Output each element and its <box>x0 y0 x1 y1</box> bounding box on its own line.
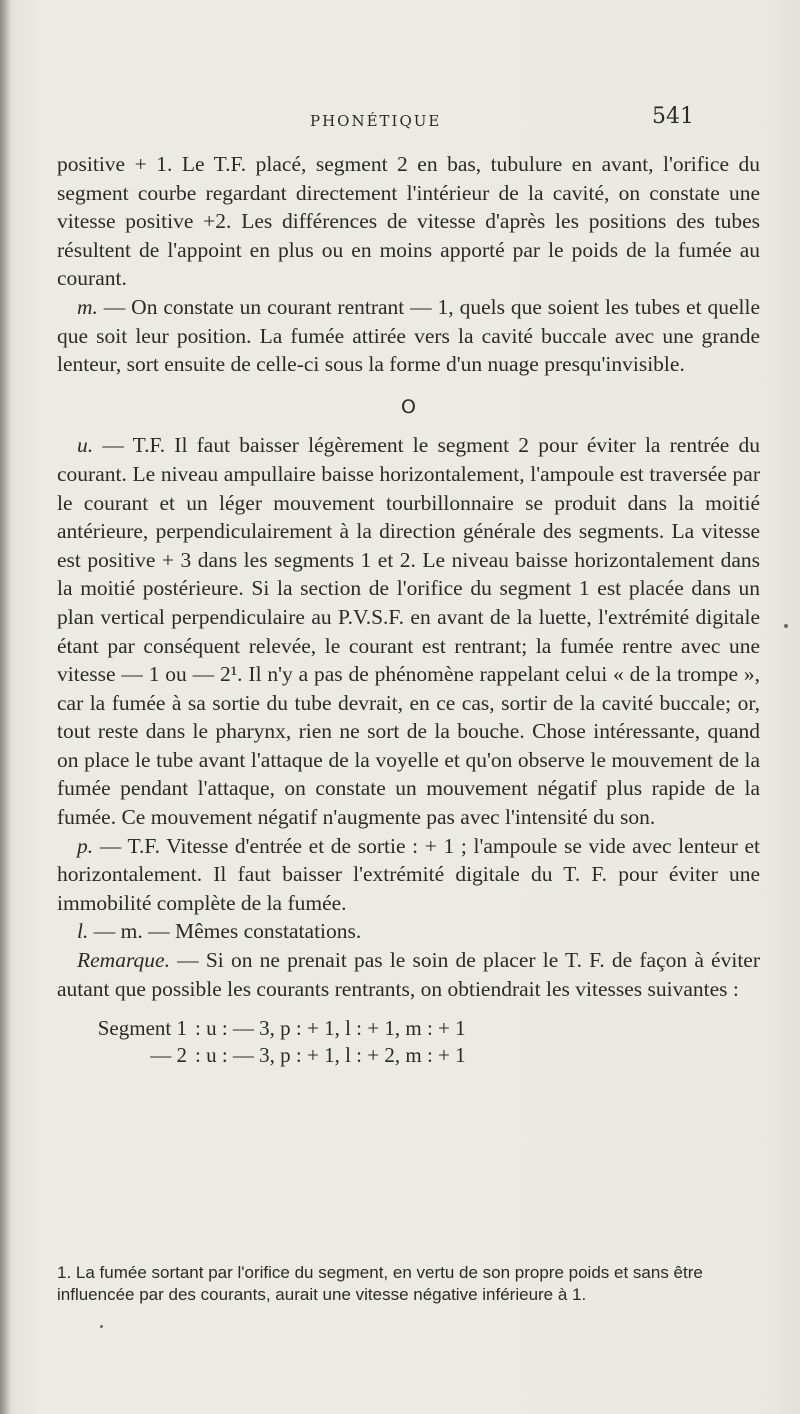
results-row <box>57 1015 760 1042</box>
paragraph-u <box>57 431 760 831</box>
paragraph-remark-text: — Si on ne prenait pas le soin de placer le T. F. de façon à éviter autant que possible les courants rentrants, on obtiendrait les vitesses suivantes : <box>57 948 760 1001</box>
page-number: 541 <box>652 104 694 129</box>
results-row-lead: — 2 <box>150 1043 187 1068</box>
paragraph-remark-label: Remarque. <box>77 948 170 973</box>
paragraph-m-text: — On constate un courant rentrant — 1, quels que soient les tubes et quelle que soit leur position. La fumée attirée vers la cavité buccale avec une grande lenteur, sort ensuite de celle-ci sous la forme d'un nuage presqu'invisible. <box>57 294 760 377</box>
paragraph-m <box>57 293 760 379</box>
page-edge-shadow <box>0 0 10 1414</box>
paragraph-l-label: l. <box>77 919 89 944</box>
paragraph-p <box>57 832 760 918</box>
results-row-lead: Segment 1 <box>97 1016 187 1041</box>
paragraph-remark <box>57 946 760 1003</box>
results-row <box>57 1042 760 1069</box>
results-row-values: : u : — 3, p : + 1, l : + 2, m : + 1 <box>195 1043 466 1068</box>
paragraph-m-label: m. <box>77 294 98 319</box>
footnote: 1. La fumée sortant par l'orifice du segment, en vertu de son propre poids et sans être influencée par des courants, aurait une vitesse négative inférieure à 1. <box>57 1263 703 1304</box>
results-row-values: : u : — 3, p : + 1, l : + 1, m : + 1 <box>195 1016 466 1041</box>
paragraph-l-text: — m. — Mêmes constatations. <box>93 919 362 944</box>
paragraph-u-label: u. <box>77 433 94 458</box>
running-title: PHONÉTIQUE <box>310 112 442 130</box>
paper-speck <box>100 1325 103 1328</box>
paragraph-l <box>57 917 760 946</box>
paragraph-intro: positive + 1. Le T.F. placé, segment 2 en bas, tubulure en avant, l'orifice du segment courbe regardant directement l'intérieur de la cavité, on constate une vitesse positive +2. Les différences de vitesse d'après les positions des tubes résultent de l'appoint en plus ou en moins apporté par le poids de la fumée au courant. <box>57 152 760 291</box>
page-header <box>0 104 800 134</box>
section-heading: O <box>401 395 416 418</box>
paper-speck <box>784 624 788 628</box>
paragraph-u-text: — T.F. Il faut baisser légèrement le segment 2 pour éviter la rentrée du courant. Le niveau ampullaire baisse horizontalement, l'ampoule est traversée par le courant et un léger mouvement tourbillonnaire se produit dans la moitié antérieure, perpendiculairement à la direction générale des segments. La vitesse est positive + 3 dans les segments 1 et 2. Le niveau baisse horizontalement dans la moitié postérieure. Si la section de l'orifice du segment 1 est placée dans un plan vertical perpendiculaire au P.V.S.F. en avant de la luette, l'extrémité digitale étant par conséquent relevée, le courant est rentrant; la fumée rentre avec une vitesse — 1 ou — 2¹. Il n'y a pas de phénomène rappelant celui « de la trompe », car la fumée à sa sortie du tube devrait, en ce cas, sortir de la cavité buccale; or, tout reste dans le pharynx, rien ne sort de la bouche. Chose intéressante, quand on place le tube avant l'attaque de la voyelle et qu'on observe le mouvement de la fumée pendant l'attaque, on constate un mouvement négatif plus rapide de la fumée. Ce mouvement négatif n'augmente pas avec l'intensité du son. <box>57 433 760 830</box>
results-table <box>57 1015 760 1069</box>
paragraph-p-label: p. <box>77 833 94 858</box>
paragraph-p-text: — T.F. Vitesse d'entrée et de sortie : + 1 ; l'ampoule se vide avec lenteur et horizontalement. Il faut baisser l'extrémité digitale du T. F. pour éviter une immobilité complète de la fumée. <box>57 833 761 915</box>
body-text <box>57 150 760 1069</box>
